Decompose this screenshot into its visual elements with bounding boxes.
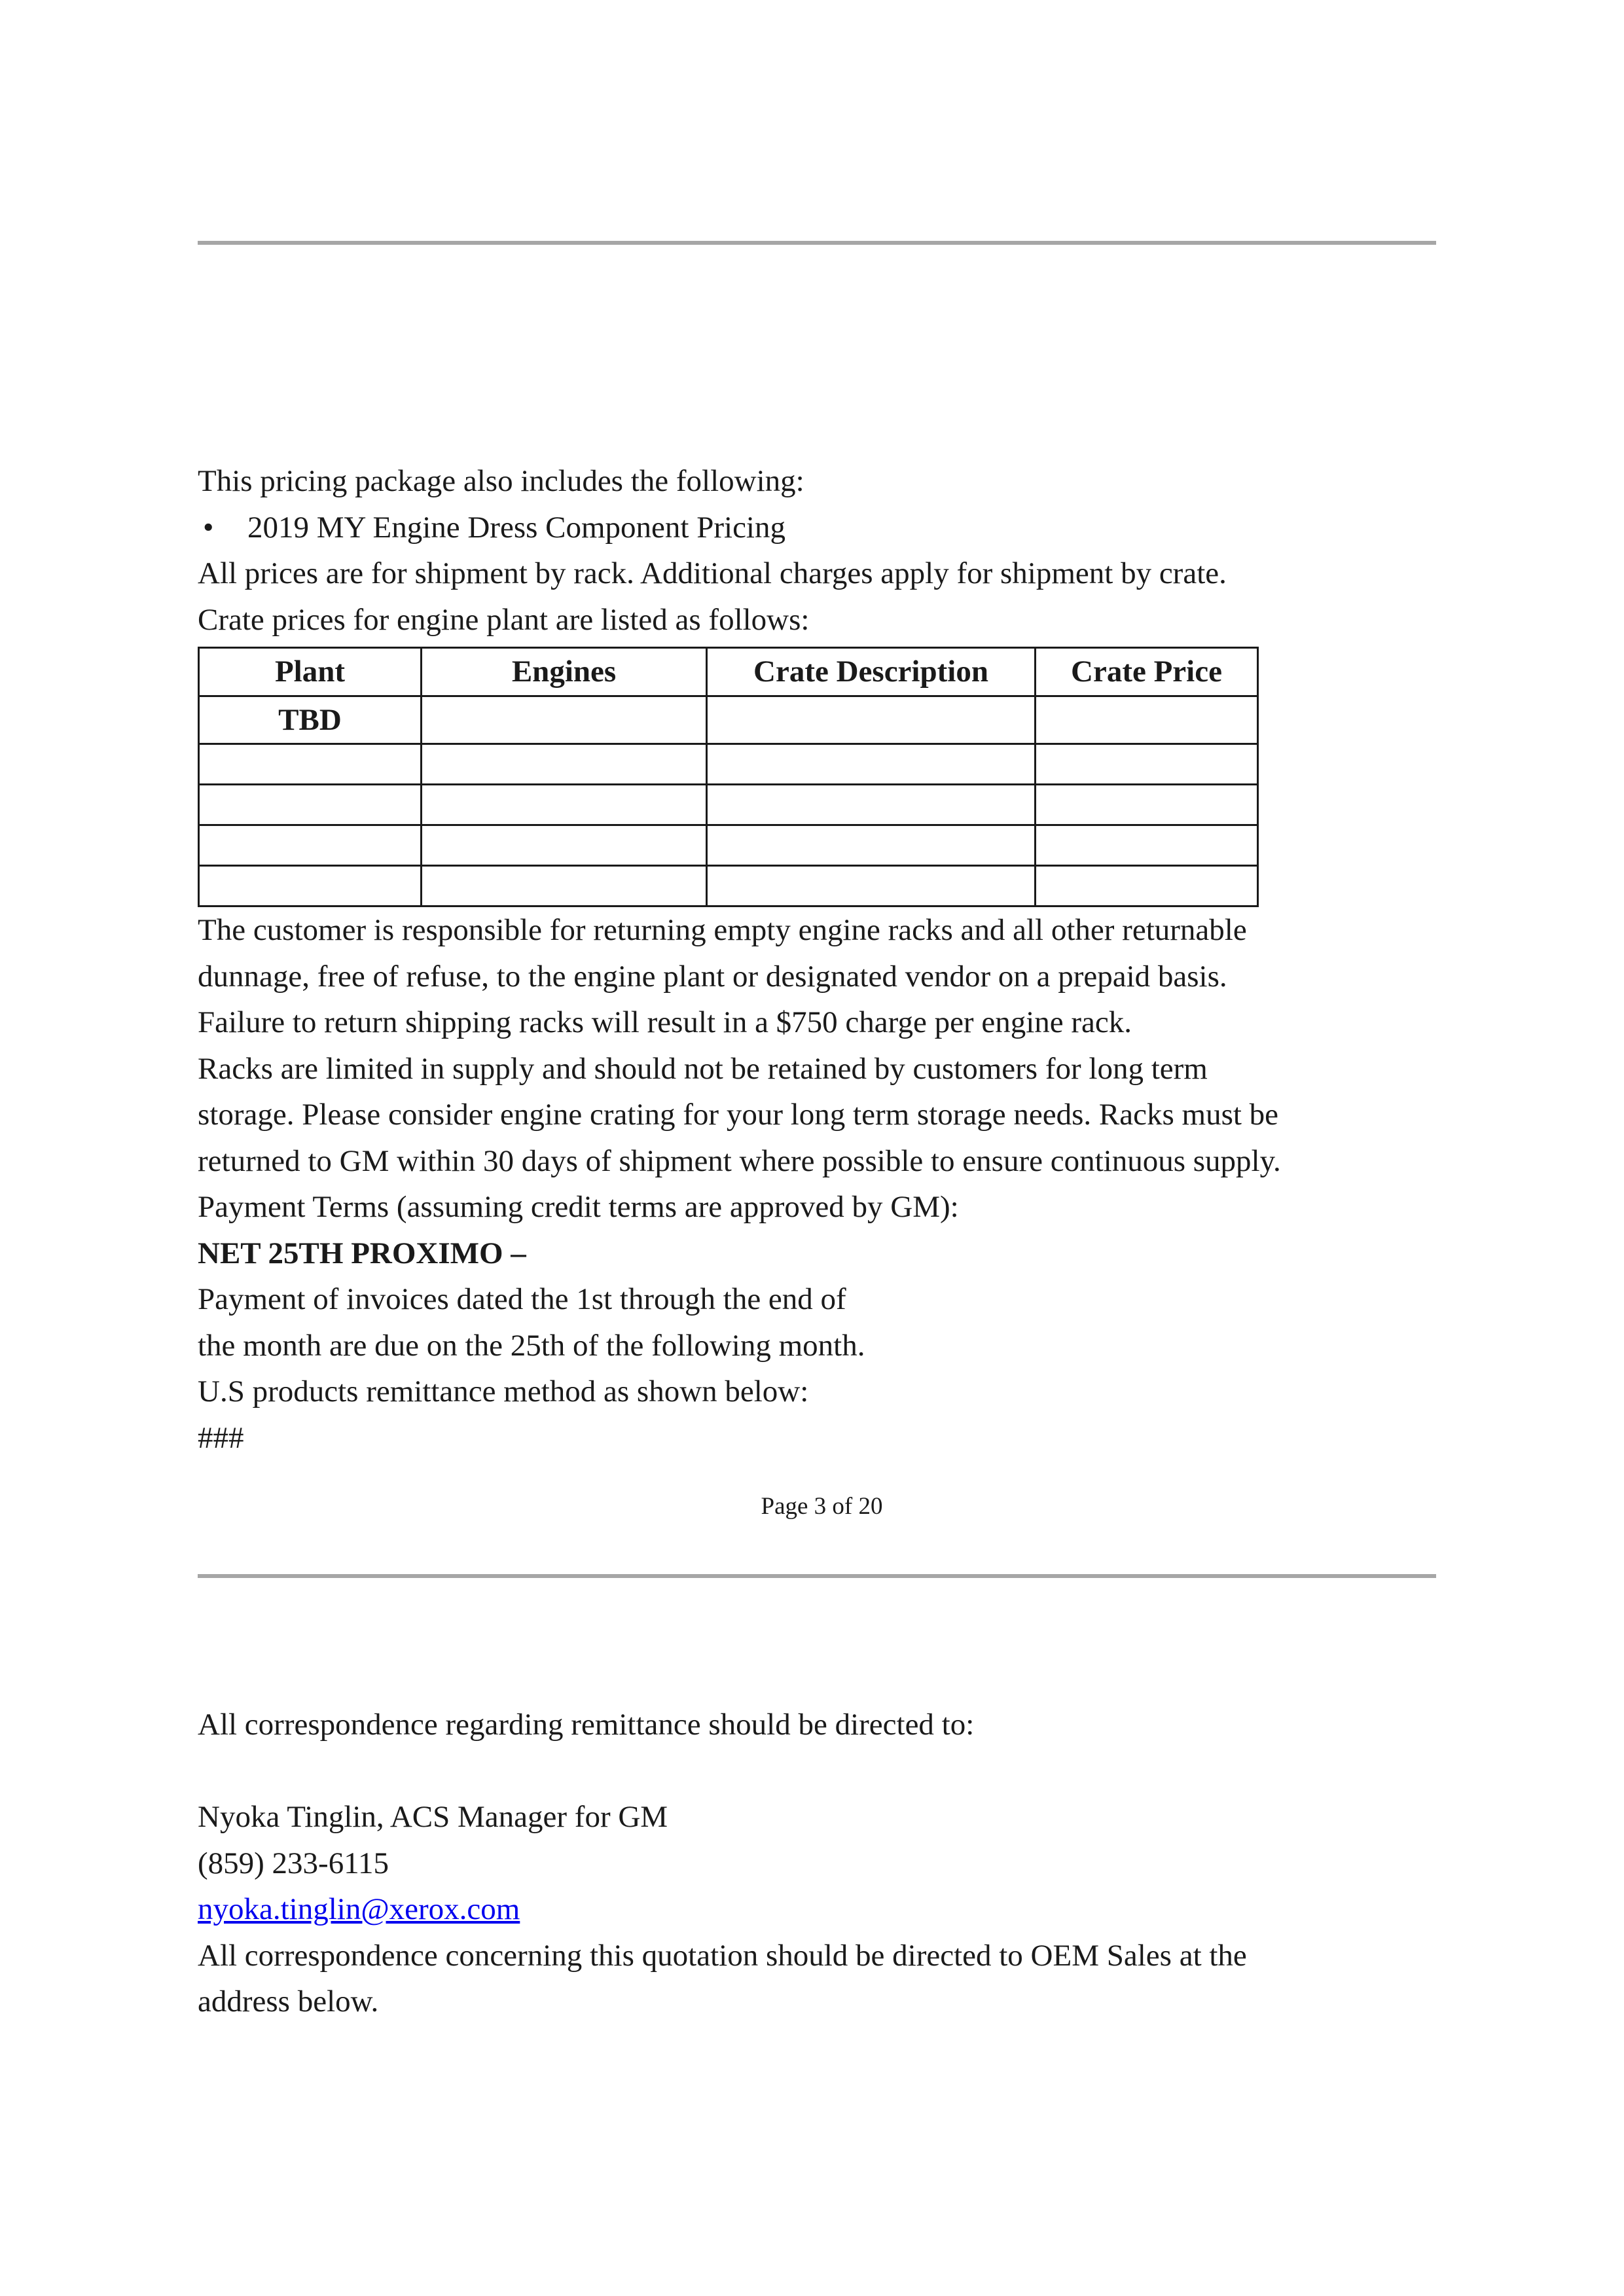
bullet-item-text: 2019 MY Engine Dress Component Pricing [247,510,785,545]
table-cell [1036,825,1258,866]
table-row [199,785,1258,825]
table-cell [707,696,1036,744]
bullet-list-item [198,505,1441,551]
page-break-divider [198,1574,1436,1578]
table-row [199,696,1258,744]
rack-supply-paragraph-line: returned to GM within 30 days of shipment where possible to ensure continuous supply. [198,1143,1281,1178]
main-content [198,458,1441,1461]
invoice-terms-line: the month are due on the 25th of the following month. [198,1328,865,1363]
payment-terms-heading: Payment Terms (assuming credit terms are approved by GM): [198,1190,959,1224]
rack-return-paragraph-line: Failure to return shipping racks will result in a $750 charge per engine rack. [198,1005,1132,1039]
rack-supply-paragraph-line: storage. Please consider engine crating for your long term storage needs. Racks must be [198,1098,1279,1132]
contact-email-link[interactable]: nyoka.tinglin@xerox.com [198,1892,520,1926]
table-cell [422,696,707,744]
remittance-method-line: U.S products remittance method as shown below: [198,1374,809,1408]
bullet-icon: • [203,510,214,545]
intro-text: This pricing package also includes the following: [198,464,804,498]
table-cell [422,825,707,866]
table-header-cell: Plant [199,648,422,696]
shipment-note: All prices are for shipment by rack. Additional charges apply for shipment by crate. [198,556,1227,590]
blank-line [198,1748,1441,1795]
table-row [199,744,1258,785]
table-cell [199,785,422,825]
contact-email-line [198,1886,1441,1933]
table-cell [707,744,1036,785]
rack-return-paragraph-line: dunnage, free of refuse, to the engine plant or designated vendor on a prepaid basis. [198,959,1227,994]
rack-return-paragraph-line: The customer is responsible for returning empty engine racks and all other returnable [198,913,1247,947]
table-cell [199,866,422,906]
contact-name: Nyoka Tinglin, ACS Manager for GM [198,1800,668,1834]
crate-price-table [198,647,1259,907]
table-header-cell: Crate Price [1036,648,1258,696]
table-cell [1036,785,1258,825]
table-row [199,866,1258,906]
table-cell: TBD [199,696,422,744]
table-cell [199,825,422,866]
crate-prices-intro: Crate prices for engine plant are listed as follows: [198,602,810,637]
table-cell [707,785,1036,825]
quotation-correspondence-line: address below. [198,1984,379,2018]
rack-supply-paragraph-line: Racks are limited in supply and should not be retained by customers for long term [198,1051,1208,1086]
table-cell [1036,744,1258,785]
net-terms-label: NET 25TH PROXIMO – [198,1236,526,1270]
page-number-footer [0,1492,1624,1521]
table-header-row [199,648,1258,696]
table-cell [707,866,1036,906]
invoice-terms-line: Payment of invoices dated the 1st through the end of [198,1282,846,1316]
remittance-correspondence-intro: All correspondence regarding remittance should be directed to: [198,1708,975,1742]
table-cell [707,825,1036,866]
page-number: Page 3 of 20 [761,1493,883,1520]
placeholder-hashes: ### [198,1420,244,1455]
table-cell [422,866,707,906]
top-divider [198,241,1436,245]
table-cell [422,785,707,825]
contact-section [198,1702,1441,2025]
contact-phone: (859) 233-6115 [198,1846,389,1880]
table-header-cell: Engines [422,648,707,696]
table-row [199,825,1258,866]
quotation-correspondence-line: All correspondence concerning this quotation should be directed to OEM Sales at the [198,1938,1247,1973]
table-header-cell: Crate Description [707,648,1036,696]
table-cell [1036,696,1258,744]
table-cell [1036,866,1258,906]
table-cell [199,744,422,785]
table-cell [422,744,707,785]
